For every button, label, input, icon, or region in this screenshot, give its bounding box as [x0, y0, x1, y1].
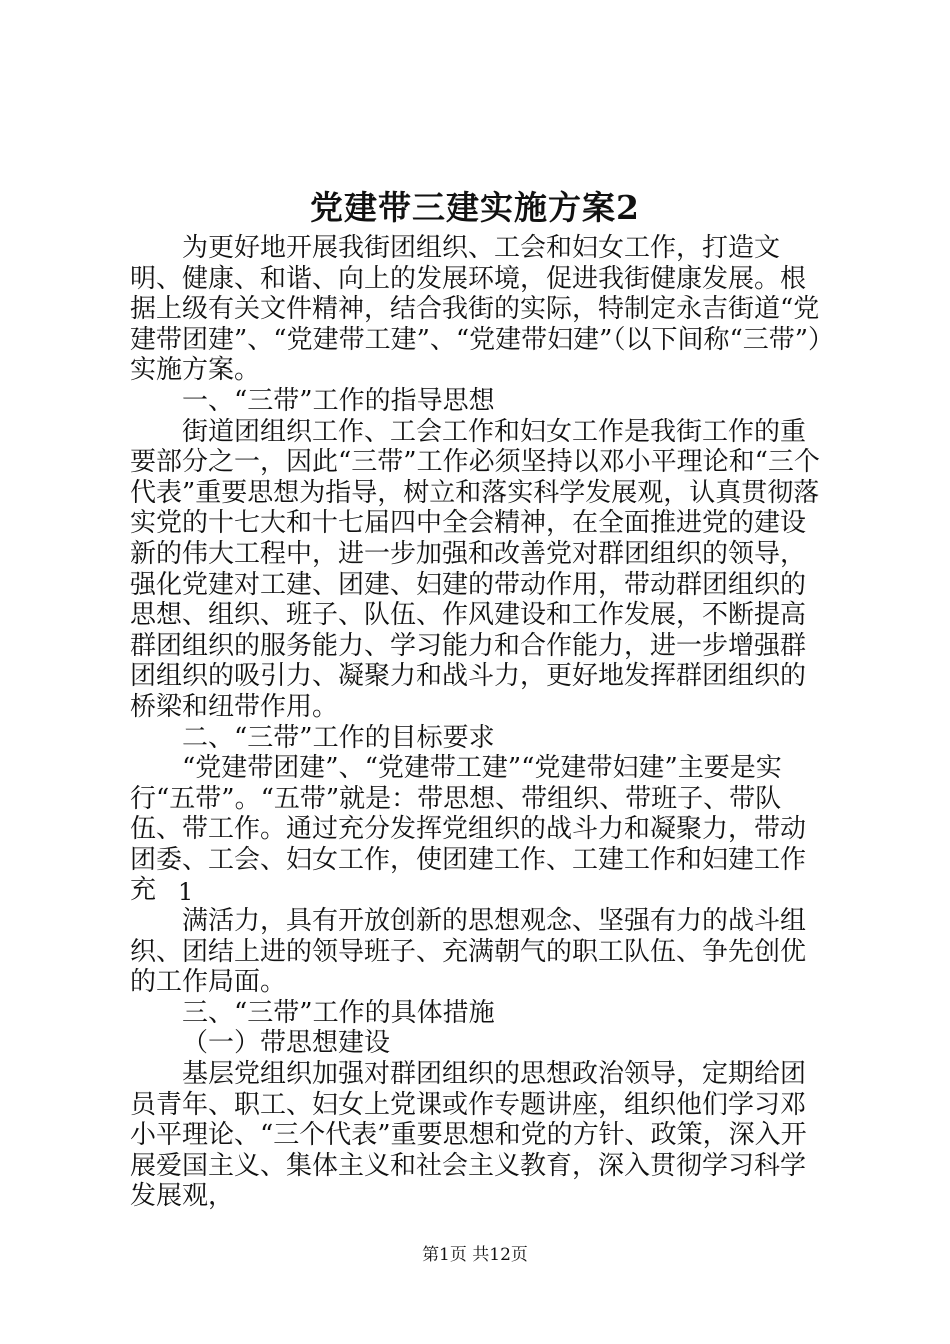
paragraph: 街道团组织工作、工会工作和妇女工作是我街工作的重要部分之一，因此“三带”工作必须坚持以邓小平理论和“三个代表”重要思想为指导，树立和落实科学发展观，认真贯彻落实党的十七大和十七届四中全会精神，在全面推进党的建设新的伟大工程中，进一步加强和改善党对群团组织的领导，强化党建对工建、团建、妇建的带动作用，带动群团组织的思想、组织、班子、队伍、作风建设和工作发展，不断提高群团组织的服务能力、学习能力和合作能力，进一步增强群团组织的吸引力、凝聚力和战斗力，更好地发挥群团组织的桥梁和纽带作用。 — [130, 416, 820, 722]
body-section-1 — [130, 233, 830, 906]
inline-page-number: 1 — [178, 878, 194, 906]
section-heading: 三、“三带”工作的具体措施 — [182, 997, 495, 1028]
paragraph: “党建带团建”、“党建带工建”“党建带妇建”主要是实行“五带”。“五带”就是：带思想、带组织、带班子、带队伍、带工作。通过充分发挥党组织的战斗力和凝聚力，带动团委、工会、妇女工作，使团建工作、工建工作和妇建工作充 — [130, 753, 807, 906]
paragraph: 为更好地开展我街团组织、工会和妇女工作，打造文明、健康、和谐、向上的发展环境，促进我街健康发展。根据上级有关文件精神，结合我街的实际，特制定永吉街道“党建带团建”、“党建带工建”、“党建带妇建”（以下间称“三带”）实施方案。 — [130, 233, 822, 386]
document-title: 党建带三建实施方案2 — [310, 188, 640, 227]
page-footer: 第1页 共12页 — [422, 1245, 528, 1265]
section-heading: 二、“三带”工作的目标要求 — [182, 722, 495, 753]
section-heading: 一、“三带”工作的指导思想 — [182, 385, 495, 416]
sub-heading: （一）带思想建设 — [182, 1028, 391, 1059]
paragraph: 满活力，具有开放创新的思想观念、坚强有力的战斗组织、团结上进的领导班子、充满朝气的职工队伍、争先创优的工作局面。 — [130, 906, 807, 998]
body-section-2 — [130, 906, 830, 1212]
paragraph: 基层党组织加强对群团组织的思想政治领导，定期给团员青年、职工、妇女上党课或作专题讲座，组织他们学习邓小平理论、“三个代表”重要思想和党的方针、政策，深入开展爱国主义、集体主义和社会主义教育，深入贯彻学习科学发展观， — [130, 1058, 807, 1212]
